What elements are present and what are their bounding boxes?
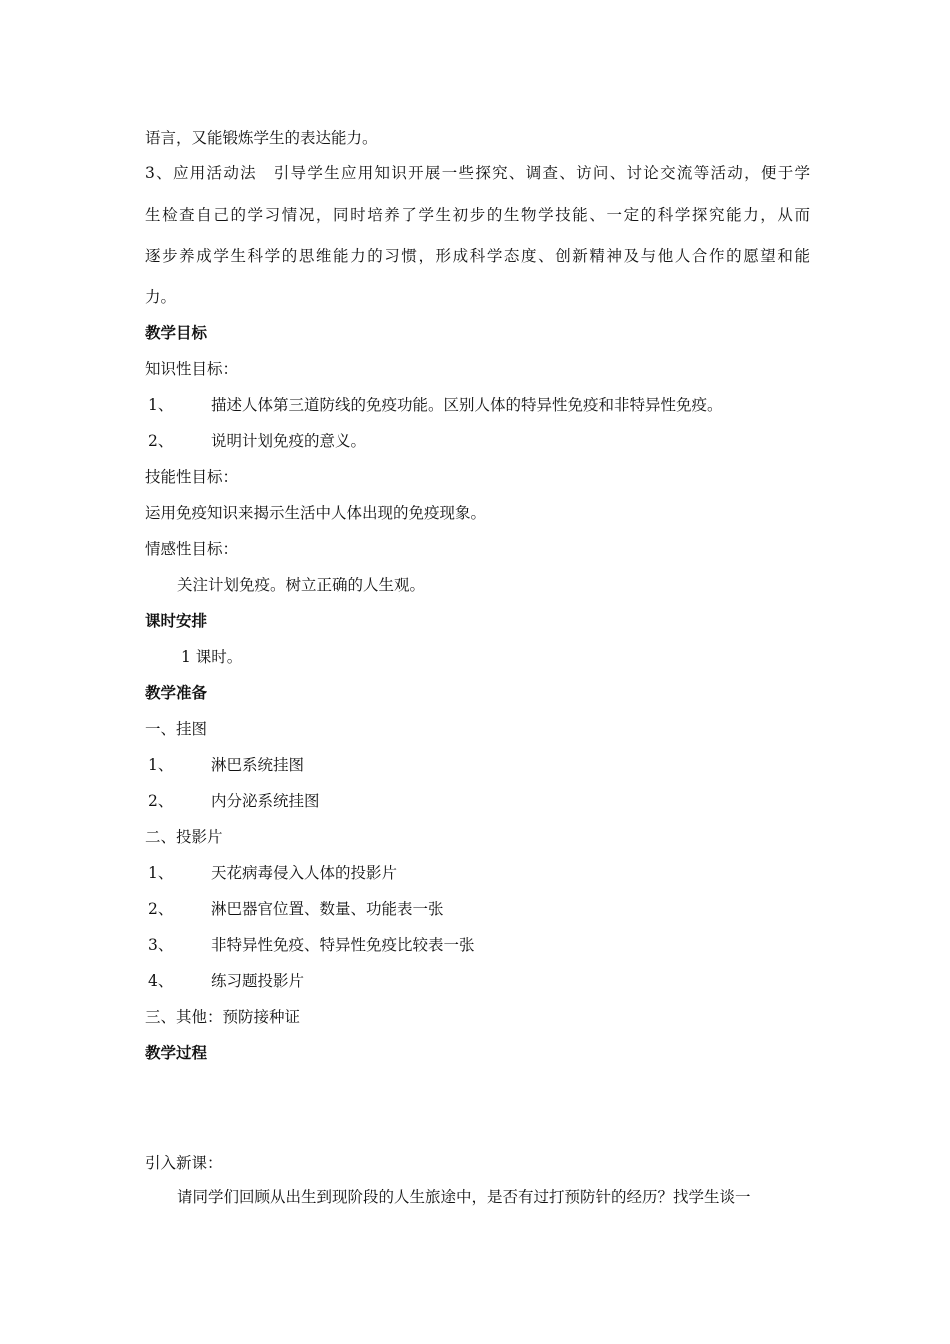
paragraph-continuation: 语言，又能锻炼学生的表达能力。: [145, 129, 378, 147]
method-paragraph-line: 力。: [145, 288, 177, 306]
prep-section-other: 三、其他：预防接种证: [145, 1008, 301, 1026]
list-item-text: 非特异性免疫、特异性免疫比较表一张: [211, 936, 475, 954]
prep-item: [145, 899, 810, 919]
intro-paragraph: 请同学们回顾从出生到现阶段的人生旅途中，是否有过打预防针的经历？找学生谈一: [177, 1188, 751, 1206]
prep-item: [145, 971, 810, 991]
section-heading-schedule: 课时安排: [145, 612, 208, 630]
prep-item: [145, 863, 810, 883]
list-number: 1、: [148, 864, 174, 882]
prep-item: [145, 935, 810, 955]
list-number: 3、: [148, 936, 174, 954]
method-paragraph-line: 3、应用活动法 引导学生应用知识开展一些探究、调查、访问、讨论交流等活动，便于学: [145, 164, 810, 182]
list-item-text: 天花病毒侵入人体的投影片: [211, 864, 398, 882]
method-paragraph-line: 生检查自己的学习情况，同时培养了学生初步的生物学技能、一定的科学探究能力，从而: [145, 206, 810, 224]
list-item-text: 描述人体第三道防线的免疫功能。区别人体的特异性免疫和非特异性免疫。: [211, 396, 723, 414]
list-item-text: 淋巴系统挂图: [211, 756, 305, 774]
prep-item: [145, 755, 810, 775]
method-paragraph-line: 逐步养成学生科学的思维能力的习惯，形成科学态度、创新精神及与他人合作的愿望和能: [145, 247, 810, 265]
intro-label: 引入新课：: [145, 1154, 223, 1172]
list-item-text: 练习题投影片: [211, 972, 305, 990]
list-number: 2、: [148, 792, 174, 810]
list-number: 1、: [148, 756, 174, 774]
list-item-text: 淋巴器官位置、数量、功能表一张: [211, 900, 444, 918]
prep-section-wallcharts: 一、挂图: [145, 720, 208, 738]
prep-item: [145, 791, 810, 811]
knowledge-goals-label: 知识性目标：: [145, 360, 239, 378]
list-number: 2、: [148, 900, 174, 918]
list-item-text: 说明计划免疫的意义。: [211, 432, 367, 450]
section-heading-prep: 教学准备: [145, 684, 208, 702]
emotion-goal-text: 关注计划免疫。树立正确的人生观。: [177, 576, 426, 594]
skill-goals-label: 技能性目标：: [145, 468, 239, 486]
emotion-goals-label: 情感性目标：: [145, 540, 239, 558]
list-number: 2、: [148, 432, 174, 450]
knowledge-goal-item: [145, 395, 810, 415]
knowledge-goal-item: [145, 431, 810, 451]
list-number: 1、: [148, 396, 174, 414]
list-item-text: 内分泌系统挂图: [211, 792, 320, 810]
skill-goal-text: 运用免疫知识来揭示生活中人体出现的免疫现象。: [145, 504, 487, 522]
section-heading-goals: 教学目标: [145, 324, 208, 342]
schedule-text: 1 课时。: [181, 648, 243, 666]
list-number: 4、: [148, 972, 174, 990]
prep-section-slides: 二、投影片: [145, 828, 223, 846]
section-heading-process: 教学过程: [145, 1044, 208, 1062]
